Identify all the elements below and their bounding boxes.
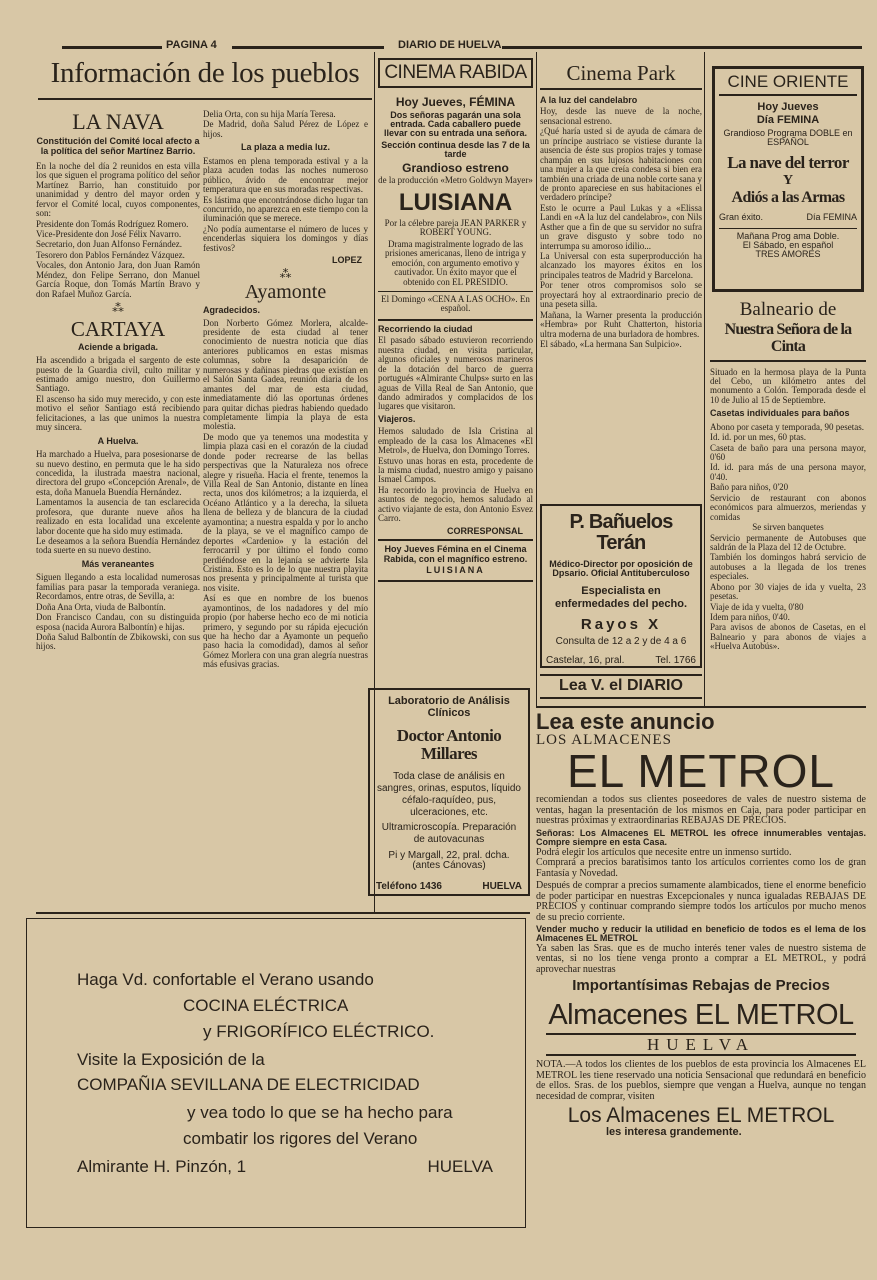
metrol-city: HUELVA bbox=[546, 1033, 856, 1057]
metrol-big-2: Almacenes EL METROL bbox=[548, 999, 854, 1032]
metrol-p5: Después de comprar a precios sumamente alambicados, tiene el enorme beneficio de poder participar en nuestras Excepcionales y nunca igualadas REBAJAS DE PRECIOS y continuar comprando siempre todos los artículos por mucho menos de su precio corriente. bbox=[536, 880, 866, 923]
session: Sección continua desde las 7 de la tarde bbox=[381, 139, 530, 160]
price-line: Servicio de restaurant con abonos económicos para almuerzos, meriendas y comidas bbox=[710, 492, 866, 522]
subhead: Casetas individuales para baños bbox=[710, 408, 850, 419]
metrol-p6: Vender mucho y reducir la utilidad en beneficio de todos es el lema de los Almacenes EL METROL bbox=[536, 924, 866, 944]
cinema-park-title: Cinema Park bbox=[540, 62, 702, 90]
sevillana-line-2: COCINA ELÉCTRICA bbox=[183, 995, 349, 1015]
metrol-interesa: les interesa grandemente. bbox=[606, 1126, 742, 1139]
femina-day: Día FEMINA bbox=[806, 212, 857, 223]
price-line: Baño para niños, 0'20 bbox=[710, 482, 789, 493]
and: Y bbox=[782, 172, 794, 188]
paragraph: Hoy, desde las nueve de la noche, sensacional estreno. bbox=[540, 106, 702, 126]
metrol-ad bbox=[536, 708, 866, 1139]
column-2 bbox=[203, 110, 368, 671]
price-line: Id. id. para más de una persona mayor, 0'40. bbox=[710, 462, 866, 482]
paragraph: Lamentamos la ausencia de tan esclarecida profesora, que durante nueve años ha realizado en esta localidad una excelente labor docente que ha sido muy estimada. bbox=[36, 497, 200, 536]
price-line: También los domingos habrá servicio de autobuses a la llegada de los trenes especiales. bbox=[710, 552, 866, 582]
today: Hoy Jueves bbox=[757, 100, 819, 113]
separator-mark: ⁂ bbox=[279, 266, 292, 281]
sunday: El Domingo «CENA A LAS OCHO». En español. bbox=[381, 294, 530, 314]
paragraph: En la noche del día 2 reunidos en esta villa los que siguen el programa político del señor Martínez Barrio, han constituido por unanimidad y dentro del mayor orden y fervor el Comité local, cuyos componentes, son: bbox=[36, 160, 200, 219]
cinema-rabida-ad bbox=[378, 58, 533, 582]
sevillana-line-3: y FRIGORÍFICO ELÉCTRICO. bbox=[203, 1021, 435, 1041]
film-3: TRES AMORES bbox=[755, 249, 821, 260]
signature: LOPEZ bbox=[331, 255, 362, 266]
paragraph: Así es que en nombre de los buenos ayamontinos, de los nadadores y del mío propio (por haberse hecho eco de mi noticia primero, y segundo por su rápida ejecución que ha hecho dar a Ayamonte un pequeño paso hacia la comodidad), damos al señor Gómez Morlera con una gran alegría nuestras más efusivas gracias. bbox=[203, 593, 368, 670]
paragraph: Estuvo unas horas en esta, procedente de la misma ciudad, nuestro amigo y paisano Ismael Campos. bbox=[378, 455, 533, 485]
paragraph: Por tener otros compromisos solo se proyectará hoy al extraordinario precio de una peseta silla. bbox=[540, 280, 702, 310]
town-la-nava: LA NAVA bbox=[72, 109, 164, 134]
lab-address: Pi y Margall, 22, pral. dcha. (antes Cánovas) bbox=[388, 849, 510, 872]
price-line: Abono por caseta y temporada, 90 pesetas. bbox=[710, 421, 864, 432]
telephone: Tel. 1766 bbox=[655, 654, 696, 666]
subhead: Más veraneantes bbox=[81, 558, 155, 569]
paragraph: Doña Salud Balbontín de Zbikowski, con sus hijos. bbox=[36, 631, 200, 652]
film-2: Adiós a las Armas bbox=[731, 189, 845, 207]
town-cartaya: CARTAYA bbox=[70, 316, 166, 341]
femina-note: Hoy Jueves Fémina en el Cinema Rabida, con el magnífico estreno. bbox=[383, 544, 528, 564]
rayos-x: Rayos X bbox=[580, 616, 662, 634]
paragraph: Doña Ana Orta, viuda de Balbontín. bbox=[36, 601, 166, 612]
price-line: Abono por 30 viajes de ida y vuelta, 23 pesetas. bbox=[710, 581, 866, 602]
address: Castelar, 16, pral. bbox=[546, 654, 625, 666]
film-title: LUISIANA bbox=[398, 188, 513, 216]
paragraph: Es lástima que encontrándose dicho lugar tan concurrido, no aparezca en este tiempo con la iluminación que se merece. bbox=[203, 194, 368, 224]
paragraph: Vocales, don Antonio Jara, don Juan Ramón Méndez, don Felipe Serrano, don Manuel García Roque, don Tomás Martín Bravo y don Rafael Muñoz García. bbox=[36, 260, 200, 299]
saturday: El Sábado, en español bbox=[742, 240, 834, 251]
los-almacenes: LOS ALMACENES bbox=[536, 732, 672, 749]
headline-la-nava: Constitución del Comité local afecto a la política del señor Martínez Barrio. bbox=[36, 136, 200, 156]
banuelos-ad bbox=[540, 504, 702, 668]
price-line: Servicio permanente de Autobuses que saldrán de la Plaza del 12 de Octubre. bbox=[710, 532, 866, 552]
sevillana-line-4: Visite la Exposición de la bbox=[77, 1049, 265, 1069]
metrol-p2: Señoras: Los Almacenes EL METROL les ofrece innumerables ventajas. Compre siempre en esta Casa. bbox=[536, 827, 866, 848]
sevillana-line-5: COMPAÑIA SEVILLANA DE ELECTRICIDAD bbox=[77, 1075, 420, 1095]
cinema-rabida-title: CINEMA RABIDA bbox=[378, 58, 533, 88]
lab-phone: Teléfono 1436 bbox=[376, 880, 442, 892]
price-line: Id. id. por un mes, 60 ptas. bbox=[710, 432, 806, 443]
paragraph: Ha ascendido a brigada el sargento de este puesto de la Guardia civil, culto militar y estimado amigo nuestro, don Guillermo Santiago. bbox=[36, 355, 200, 394]
paragraph: De modo que ya tenemos una modestita y limpia plaza casi en el corazón de la ciudad donde poder recrearse de las bellas perspectivas que la Naturaleza nos ofrece alegre y risueña. Hacia el frente, tenemos la Villa Real de San Antonio, distante en línea recta, unos dos kilómetros; a la izquierda, el Océano Atlántico y a la derecha, la silueta llena de belleza y de blancura de la ciudad ayamontina; a nuestra espalda y por lo ancho de la playa, se ve el magnífico campo de deportes «Cardenio» y la estación del ferrocarril y por último el fondo como perdiéndose en la lejanía se advierte Isla Cristina. Esto es lo de lo que nuestra playita nos presenta y principalmente al turista que nos visite. bbox=[203, 431, 368, 593]
signature: CORRESPONSAL bbox=[446, 525, 523, 536]
sevillana-address: Almirante H. Pinzón, 1 bbox=[77, 1156, 247, 1176]
intro: Situado en la hermosa playa de la Punta del Cebo, un kilómetro antes del monumento a Colón. Temporada desde el 10 de Julio al 15 de Septiembre. bbox=[710, 366, 866, 405]
headline-cartaya: Aciende a brigada. bbox=[77, 341, 159, 352]
paragraph: El pasado sábado estuvieron recorriendo nuestra ciudad, en visita particular, algunos oficiales y numerosos marineros de la dotación del barco de guerra portugués «Almirante Chulps» surto en las aguas de Villa Real de San Antonio, que dando admirados y complacidos de los lugares que visitaron. bbox=[378, 335, 533, 412]
metrol-p7: Ya saben las Sras. que es de mucho interés tener vales de nuestro sistema de ventas, si no los tiene venga pronto a comprar a EL METROL, y podrá aprovechar nuestras bbox=[536, 942, 866, 975]
today: Hoy Jueves, FÉMINA bbox=[395, 94, 516, 109]
doctor-role: Médico-Director por oposición de Dpsario. Oficial Antituberculoso bbox=[549, 559, 693, 579]
producer: de la producción «Metro Goldwyn Mayer» bbox=[378, 175, 533, 186]
paragraph: ¿Qué haría usted si de ayuda de cámara de un príncipe austriaco se vistiese durante la ausencia de éste sus propios trajes y tomase champán en sus lujosos habitaciones con una mujer a la que creía condesa si bien era también una criada de una noble corte sana y de pronto apareciese en sus habitaciones el verdadero príncipe? bbox=[540, 126, 702, 203]
sevillana-line-7: combatir los rigores del Verano bbox=[183, 1129, 418, 1149]
balneario-name: Nuestra Señora de la Cinta bbox=[710, 322, 866, 362]
metrol-nota: NOTA.—A todos los clientes de los pueblos de esta provincia los Almacenes EL METROL les tiene reservado una noticia Sensacional que redundará en beneficio de ellos. Sras. de los pueblos, siempre que vengan a Huelva, aunque no tengan necesidad de comprar, visiten bbox=[536, 1059, 866, 1102]
sevillana-line-1: Haga Vd. confortable el Verano usando bbox=[77, 970, 374, 989]
paragraph: Don Francisco Candau, con su distinguida esposa (nacida Aurora Balbontín) e hijas. bbox=[36, 612, 200, 632]
lab-list: Toda clase de análisis en sangres, orinas, esputos, líquido céfalo-raquídeo, pus, ulceraciones, etc. bbox=[377, 770, 521, 818]
balneario-title: Balneario de bbox=[739, 299, 837, 320]
paragraph: Esto le ocurre a Paul Lukas y a «Elissa Landi en «A la luz del candelabro», con Nils Asther que a fin de que su servidor no sufra un grave disgusto y sobre todo no interrumpa su amoroso idilio... bbox=[540, 202, 702, 251]
lab-doctor: Doctor Antonio Millares bbox=[396, 726, 502, 763]
paragraph: El ascenso ha sido muy merecido, y con este motivo el señor Santiago está recibiendo felicitaciones, a las que unimos la nuestra muy sincera. bbox=[36, 393, 200, 433]
subhead: La plaza a media luz. bbox=[240, 142, 331, 153]
lab-city: HUELVA bbox=[482, 880, 522, 892]
paragraph: Estamos en plena temporada estival y a la plaza acuden todas las noches numeroso público, ávido de encontrar mejor temperatura que en sus moradas respectivas. bbox=[203, 155, 368, 195]
femina: Día FEMINA bbox=[756, 114, 820, 127]
town-ayamonte: Ayamonte bbox=[244, 281, 327, 304]
recorriendo-title: Recorriendo la ciudad bbox=[378, 323, 473, 334]
cine-oriente-title: CINE ORIENTE bbox=[719, 73, 857, 96]
paragraph: Ha marchado a Huelva, para posesionarse de su nuevo destino, en permuta que le ha sido concedida, la ilustrada maestra nacional, directora del grupo «Concepción Arenal», de esta, doña Manuela Buendía Hernández. bbox=[36, 449, 200, 497]
specialty: Especialista en enfermedades del pecho. bbox=[554, 584, 688, 611]
metrol-big-3: Los Almacenes EL METROL bbox=[567, 1104, 835, 1128]
newspaper-name: DIARIO DE HUELVA bbox=[398, 39, 502, 51]
metrol-big: EL METROL bbox=[566, 744, 836, 797]
metrol-p4: Comprará a precios baratísimos tanto los artículos corrientes como los de gran Fantasía y Novedad. bbox=[536, 857, 866, 879]
metrol-p3: Podrá elegir los artículos que necesite entre un inmenso surtido. bbox=[536, 846, 792, 858]
sevillana-ad bbox=[26, 918, 526, 1228]
paragraph: De Madrid, doña Salud Pérez de López e hijos. bbox=[203, 119, 368, 139]
femina-film: LUISIANA bbox=[426, 564, 485, 575]
rebajas: Importantísimas Rebajas de Precios bbox=[572, 977, 830, 995]
film-1: La nave del terror bbox=[727, 152, 849, 172]
subhead: A la luz del candelabro bbox=[540, 95, 638, 106]
description: Drama magistralmente logrado de las prisiones americanas, lleno de intriga y emoción, con argumento emotivo y cautivador. Un éxito mayor que el obtenido con EL PRESIDIO. bbox=[385, 238, 526, 287]
ladies-offer: Dos señoras pagarán una sola entrada. Cada caballero puede llevar con su entrada una señora. bbox=[383, 109, 528, 139]
subhead: Viajeros. bbox=[378, 413, 416, 424]
paragraph: Delia Orta, con su hija María Teresa. bbox=[203, 109, 336, 119]
paragraph: Vice-Presidente don José Félix Navarro. bbox=[36, 229, 182, 240]
lab-title: Laboratorio de Análisis Clínicos bbox=[388, 695, 510, 719]
price-line: Viaje de ida y vuelta, 0'80 bbox=[710, 601, 804, 612]
page-number: PAGINA 4 bbox=[166, 39, 217, 51]
doctor-name: P. Bañuelos Terán bbox=[569, 511, 673, 554]
lab-ultra: Ultramicroscopía. Preparación de autovacunas bbox=[381, 821, 517, 845]
paragraph: Presidente don Tomás Rodríguez Romero. bbox=[36, 218, 189, 229]
paragraph: Hemos saludado de Isla Cristina al empleado de la casa los Almacenes «El Metrol», de Huelva, don Domingo Torres. bbox=[378, 426, 533, 456]
paragraph: Le deseamos a la señora Buendía Hernández toda suerte en su nuevo destino. bbox=[36, 536, 200, 556]
section-title: Información de los pueblos bbox=[50, 57, 360, 89]
laboratorio-ad bbox=[368, 688, 530, 896]
metrol-p1: recomiendan a todos sus clientes poseedores de vales de nuestro sistema de ventas, hagan la presentación de los mismos en Caja, para poder participar en nuestras próximas y extraordinarias REBAJAS DE PRECIOS. bbox=[536, 794, 866, 827]
column-1 bbox=[36, 104, 200, 653]
paragraph: El sábado, «La hermana San Sulpicio». bbox=[540, 338, 682, 349]
paragraph: Secretario, don Juan Alfonso Fernández. bbox=[36, 239, 182, 250]
paragraph: Don Norberto Gómez Morlera, alcalde-presidente de esta ciudad al tener conocimiento de nuestra noticia que días anteriores publicamos en estas mismas columnas, sobre la desaparición de numerosas y dañinas piedras que existían en el Salón Santa Gadea, reunión diaria de los amantes del mar de esta ciudad, inmediatamente dió las oportunas órdenes para quitar dichas piedras habiendo quedado completamente limpia la playa de esta molestia. bbox=[203, 317, 368, 432]
paragraph: La Universal con esta superproducción ha alcanzado los mayores éxitos en los principales teatros de Madrid y Barcelona. bbox=[540, 251, 702, 280]
separator-mark: ⁂ bbox=[112, 301, 124, 316]
tomorrow: Mañana Prog ama Doble. bbox=[736, 230, 840, 241]
sevillana-city: HUELVA bbox=[427, 1156, 493, 1176]
subhead: A Huelva. bbox=[97, 435, 139, 446]
price-line: Para avisos de abonos de Casetas, en el Balneario y para abonos de viajes a «Huelva Autobús». bbox=[710, 622, 866, 652]
paragraph: Tesorero don Pablos Fernández Vázquez. bbox=[36, 249, 185, 260]
price-line: Caseta de baño para una persona mayor, 0'60 bbox=[710, 442, 866, 463]
cast: Por la célebre pareja JEAN PARKER y ROBERT YOUNG. bbox=[384, 217, 527, 238]
program: Grandioso Programa DOBLE en ESPAÑOL bbox=[723, 127, 853, 148]
cine-oriente-ad bbox=[712, 66, 864, 292]
grandioso: Grandioso estreno bbox=[402, 160, 509, 175]
price-line: Idem para niños, 0'40. bbox=[710, 612, 790, 623]
cinema-park-column bbox=[540, 62, 702, 350]
price-line: Se sirven banquetes bbox=[752, 522, 824, 533]
exito: Gran éxito. bbox=[719, 212, 764, 223]
headline-ayamonte: Agradecidos. bbox=[203, 305, 261, 316]
hours: Consulta de 12 a 2 y de 4 a 6 bbox=[555, 636, 687, 647]
lea-diario: Lea V. el DIARIO bbox=[540, 674, 702, 699]
paragraph: Ha recorrido la provincia de Huelva en asuntos de negocio, hemos saludado al activo viajante de esta, don Antonio Esvez Carro. bbox=[378, 484, 533, 524]
paragraph: Siguen llegando a esta localidad numerosas familias para pasar la temporada veraniega. Recordamos, entre otras, de Sevilla, a: bbox=[36, 572, 200, 602]
paragraph: ¿No podía aumentarse el número de luces y encenderlas siquiera los domingos y días festivos? bbox=[203, 223, 368, 253]
balneario-ad bbox=[710, 298, 866, 653]
lea-este-anuncio: Lea este anuncio bbox=[536, 709, 715, 734]
paragraph: Mañana, la Warner presenta la producción «Hembra» por Ruht Chatterton, historia ultra moderna de una burladora de hombres. bbox=[540, 309, 702, 339]
sevillana-line-6: y vea todo lo que se ha hecho para bbox=[187, 1103, 453, 1123]
